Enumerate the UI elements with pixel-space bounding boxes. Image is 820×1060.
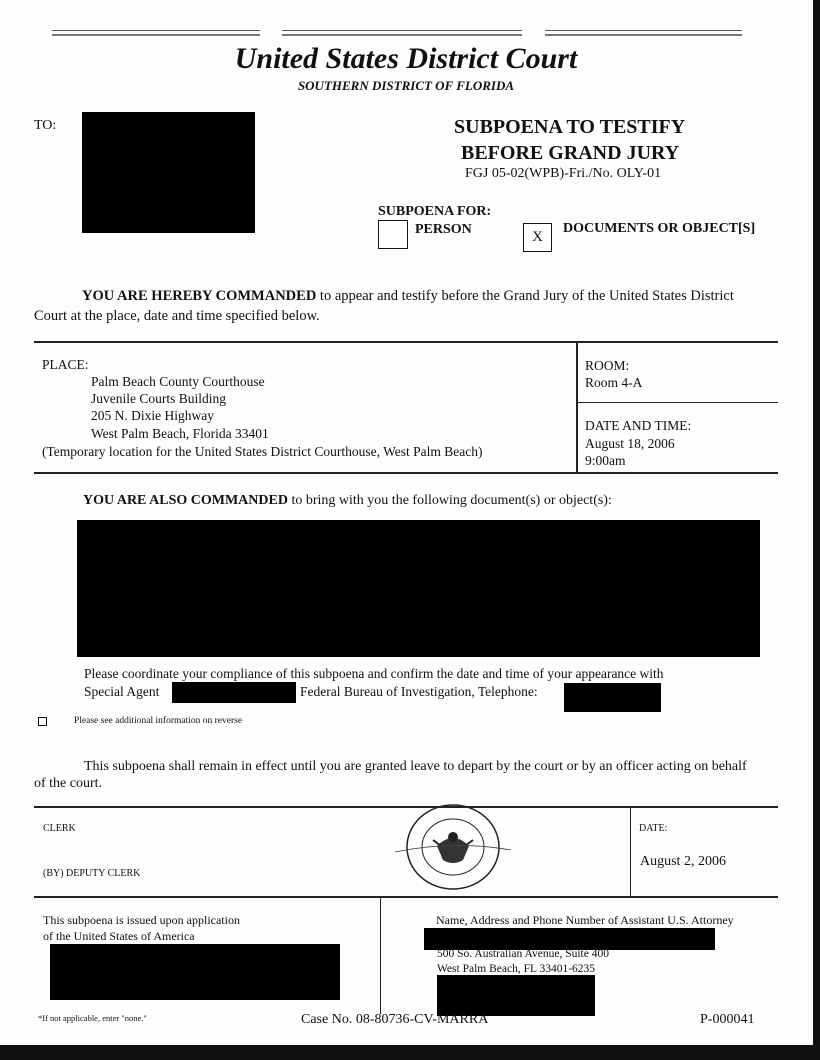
effect-line1: This subpoena shall remain in effect until you are granted leave to depart by the court or by an officer acting on behalf	[84, 759, 747, 774]
bottom-edge-shadow	[0, 1045, 820, 1060]
right-edge-shadow	[813, 0, 820, 1060]
date-divider	[630, 806, 631, 896]
place-label: PLACE:	[42, 357, 89, 372]
reverse-checkbox[interactable]	[38, 717, 47, 726]
person-checkbox[interactable]	[378, 220, 408, 249]
room-value: Room 4-A	[585, 375, 643, 390]
attorney-address-2: West Palm Beach, FL 33401-6235	[437, 963, 596, 975]
command-line2: Court at the place, date and time specified below.	[34, 308, 320, 324]
special-agent-label: Special Agent	[84, 684, 160, 699]
place-table-divider	[576, 341, 578, 472]
datetime-label: DATE AND TIME:	[585, 418, 692, 433]
page-id: P-000041	[700, 1012, 755, 1027]
telephone-redaction	[564, 683, 661, 712]
place-note: (Temporary location for the United States District Courthouse, West Palm Beach)	[42, 444, 483, 459]
also-commanded	[83, 493, 612, 509]
place-line-2: Juvenile Courts Building	[91, 391, 226, 406]
documents-redaction	[77, 520, 760, 657]
room-divider	[576, 402, 778, 403]
place-line-3: 205 N. Dixie Highway	[91, 408, 214, 423]
fbi-text: Federal Bureau of Investigation, Telephone:	[300, 684, 538, 699]
to-label: TO:	[34, 118, 57, 133]
issued-line1: This subpoena is issued upon application	[43, 913, 240, 927]
attorney-label: Name, Address and Phone Number of Assistant U.S. Attorney	[436, 913, 734, 927]
deputy-clerk-label: (BY) DEPUTY CLERK	[43, 868, 141, 879]
place-table-bottom	[34, 472, 778, 474]
effect-line2: of the court.	[34, 776, 103, 791]
also-lead: YOU ARE ALSO COMMANDED	[83, 493, 288, 508]
place-line-4: West Palm Beach, Florida 33401	[91, 426, 269, 441]
reverse-note: Please see additional information on reverse	[74, 716, 243, 726]
command-line1: to appear and testify before the Grand Jury of the United States District	[316, 288, 734, 304]
case-number: Case No. 08-80736-CV-MARRA	[301, 1012, 489, 1027]
also-rest: to bring with you the following document(s) or object(s):	[287, 493, 612, 508]
coordinate-line1: Please coordinate your compliance of this subpoena and confirm the date and time of your appearance with	[84, 666, 664, 681]
attorney-divider	[380, 896, 381, 1014]
place-table-top	[34, 341, 778, 343]
clerk-table-bottom	[34, 896, 778, 898]
documents-label: DOCUMENTS OR OBJECT[S]	[563, 221, 756, 236]
signature-redaction	[50, 944, 340, 1000]
date-label: DATE:	[639, 823, 668, 834]
header-decoration	[52, 30, 742, 38]
subpoena-title-2: BEFORE GRAND JURY	[461, 142, 680, 164]
datetime-time: 9:00am	[585, 453, 626, 468]
clerk-label: CLERK	[43, 823, 76, 834]
attorney-phone-redaction	[437, 975, 595, 1016]
issued-line2: of the United States of America	[43, 929, 195, 943]
command-lead: YOU ARE HEREBY COMMANDED	[82, 288, 317, 304]
district-name: SOUTHERN DISTRICT OF FLORIDA	[297, 78, 515, 93]
person-label: PERSON	[415, 222, 472, 237]
court-name: United States District Court	[234, 42, 578, 75]
place-line-1: Palm Beach County Courthouse	[91, 374, 265, 389]
agent-name-redaction	[172, 682, 296, 703]
documents-checkbox[interactable]: X	[523, 223, 552, 252]
not-applicable-note: *If not applicable, enter "none."	[38, 1013, 147, 1023]
subpoena-title-1: SUBPOENA TO TESTIFY	[454, 116, 686, 138]
attorney-address-1: 500 So. Australian Avenue, Suite 400	[437, 948, 609, 960]
command-paragraph	[34, 286, 786, 326]
date-value: August 2, 2006	[640, 854, 726, 869]
court-seal-icon	[393, 800, 513, 892]
room-label: ROOM:	[585, 358, 630, 373]
subpoena-for-label: SUBPOENA FOR:	[378, 204, 492, 219]
recipient-redaction	[82, 112, 255, 233]
subpoena-number: FGJ 05-02(WPB)-Fri./No. OLY-01	[465, 166, 662, 181]
datetime-date: August 18, 2006	[585, 436, 675, 451]
attorney-name-redaction	[424, 928, 715, 950]
